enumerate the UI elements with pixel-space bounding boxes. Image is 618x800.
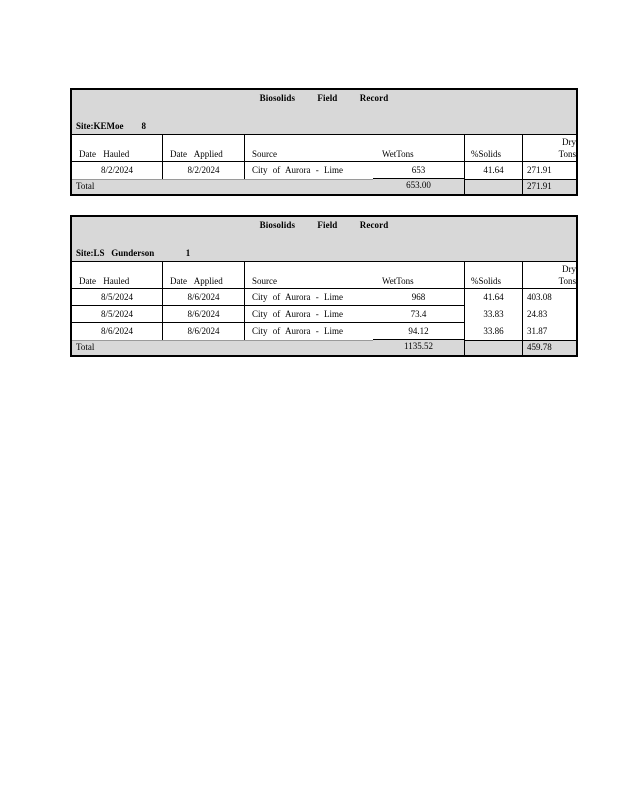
cell-source: City of Aurora - Lime <box>245 289 373 306</box>
column-header-date-hauled: Date Hauled <box>72 135 163 161</box>
cell-date-hauled: 8/5/2024 <box>72 306 163 323</box>
column-header-date-applied: Date Applied <box>163 262 245 288</box>
report-title: Biosolids Field Record <box>259 93 389 103</box>
column-header-wet-tons: WetTons <box>373 262 465 288</box>
cell-dry-tons: 24.83 <box>527 309 548 319</box>
total-dry-tons: 271.91 <box>523 179 576 194</box>
total-wet-tons: 653.00 <box>373 179 465 194</box>
column-header-solids: %Solids <box>465 262 523 288</box>
column-header-solids: %Solids <box>465 135 523 161</box>
cell-solids: 41.64 <box>465 289 523 306</box>
column-header-source: Source <box>252 276 277 286</box>
total-dry-tons: 459.78 <box>523 340 576 355</box>
table-row <box>72 306 576 323</box>
biosolids-report-gunderson <box>70 215 578 357</box>
cell-source: City of Aurora - Lime <box>245 306 373 323</box>
report-header-section <box>72 90 576 135</box>
cell-dry-tons: 403.08 <box>527 292 552 302</box>
total-wet-tons: 1135.52 <box>373 340 465 355</box>
column-header-date-hauled: Date Hauled <box>72 262 163 288</box>
site-label: Site:KEMoe 8 <box>76 121 146 131</box>
dry-tons-line2: Tons <box>558 149 576 159</box>
report-header-section <box>72 217 576 262</box>
cell-wet-tons: 653 <box>373 162 465 179</box>
cell-wet-tons: 968 <box>373 289 465 306</box>
cell-source: City of Aurora - Lime <box>252 165 343 175</box>
column-header-wet-tons: WetTons <box>373 135 465 161</box>
cell-date-hauled: 8/2/2024 <box>72 162 163 179</box>
dry-tons-line1: Dry <box>562 137 576 147</box>
total-solids-empty <box>465 179 523 194</box>
cell-date-hauled: 8/6/2024 <box>72 323 163 340</box>
column-header-date-applied: Date Applied <box>163 135 245 161</box>
column-header-dry-tons <box>523 135 576 161</box>
table-row <box>72 323 576 340</box>
column-header-dry-tons <box>523 262 576 288</box>
cell-solids: 33.86 <box>465 323 523 340</box>
cell-dry-tons: 31.87 <box>527 326 548 336</box>
cell-solids: 33.83 <box>465 306 523 323</box>
cell-wet-tons: 73.4 <box>373 306 465 323</box>
dry-tons-line2: Tons <box>558 276 576 286</box>
cell-date-applied: 8/6/2024 <box>163 323 245 340</box>
total-solids-empty <box>465 340 523 355</box>
report-title: Biosolids Field Record <box>259 220 389 230</box>
table-row <box>72 289 576 306</box>
cell-wet-tons: 94.12 <box>373 323 465 340</box>
column-header-source: Source <box>252 149 277 159</box>
cell-date-applied: 8/6/2024 <box>163 306 245 323</box>
site-label: Site:LS Gunderson 1 <box>76 248 191 258</box>
cell-source: City of Aurora - Lime <box>252 326 343 336</box>
cell-dry-tons: 271.91 <box>527 165 552 175</box>
total-label: Total <box>72 179 373 194</box>
column-header-row <box>72 262 576 289</box>
total-row <box>72 340 576 355</box>
biosolids-report-kemoe <box>70 88 578 196</box>
cell-date-applied: 8/6/2024 <box>163 289 245 306</box>
cell-date-hauled: 8/5/2024 <box>72 289 163 306</box>
table-row <box>72 162 576 179</box>
cell-date-applied: 8/2/2024 <box>163 162 245 179</box>
total-row <box>72 179 576 194</box>
column-header-row <box>72 135 576 162</box>
total-label: Total <box>72 340 373 355</box>
cell-solids: 41.64 <box>465 162 523 179</box>
dry-tons-line1: Dry <box>562 264 576 274</box>
